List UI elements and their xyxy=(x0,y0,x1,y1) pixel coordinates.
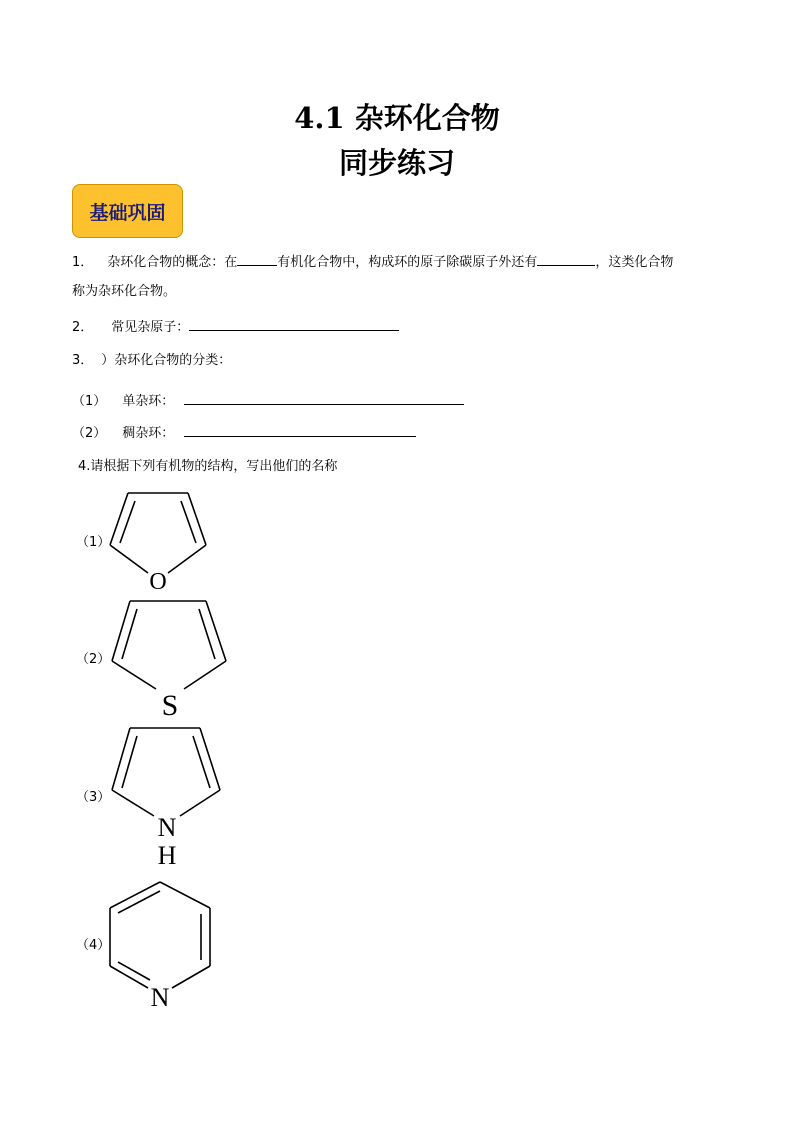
double-bond-inner xyxy=(118,891,160,913)
answer-blank-1a[interactable] xyxy=(237,251,277,266)
question-3-sub-2-number: （2） xyxy=(72,426,107,441)
structure-1-number: （1） xyxy=(76,535,111,550)
bond xyxy=(112,728,130,790)
page-subtitle: 同步练习 xyxy=(338,146,455,180)
section-badge-label: 基础巩固 xyxy=(89,201,166,224)
structure-2-number: （2） xyxy=(76,652,111,667)
pyrrole-structure xyxy=(100,722,230,872)
bond xyxy=(160,882,210,908)
page-title: 4.1 杂环化合物 xyxy=(294,101,500,135)
bond xyxy=(172,966,210,988)
answer-blank-3-1[interactable] xyxy=(184,390,464,405)
question-3-sub-1 xyxy=(72,390,464,411)
bond xyxy=(110,545,148,573)
section-badge xyxy=(72,184,183,238)
bond xyxy=(110,966,148,988)
question-1-continuation: 称为杂环化合物。 xyxy=(72,284,177,299)
question-2-number: 2． xyxy=(72,320,94,335)
question-3-number: 3． xyxy=(72,353,94,368)
question-3-text: ）杂环化合物的分类： xyxy=(101,353,232,368)
question-1-text-c: ，这类化合物 xyxy=(595,255,674,270)
question-1 xyxy=(72,251,673,272)
hydrogen-atom-label: H xyxy=(157,841,177,870)
thiophene-structure xyxy=(100,595,240,720)
double-bond-inner xyxy=(199,609,215,659)
question-3-sub-2-label: 稠杂环： xyxy=(122,426,175,441)
double-bond-inner xyxy=(193,736,210,788)
bond xyxy=(110,493,128,545)
bond xyxy=(112,661,156,689)
double-bond-inner xyxy=(122,609,137,659)
question-3 xyxy=(72,352,231,370)
answer-blank-3-2[interactable] xyxy=(184,422,416,437)
question-1-text-b: 有机化合物中，构成环的原子除碳原子外还有 xyxy=(277,255,538,270)
question-2 xyxy=(72,316,399,337)
question-3-sub-2 xyxy=(72,422,416,443)
question-3-sub-1-number: （1） xyxy=(72,394,107,409)
question-1-number: 1． xyxy=(72,255,94,270)
nitrogen-atom-label: N xyxy=(157,813,177,842)
bond xyxy=(206,601,226,661)
oxygen-atom-label: O xyxy=(149,569,167,595)
question-1-text-a: 杂环化合物的概念：在 xyxy=(107,255,238,270)
sulfur-atom-label: S xyxy=(161,689,179,722)
question-4: 4.请根据下列有机物的结构，写出他们的名称 xyxy=(78,459,338,474)
nitrogen-atom-label: N xyxy=(150,983,170,1012)
bond xyxy=(168,545,206,573)
bond xyxy=(200,728,220,790)
bond xyxy=(112,601,130,661)
question-3-sub-1-label: 单杂环： xyxy=(122,394,175,409)
bond xyxy=(184,661,226,689)
bond xyxy=(112,790,154,816)
answer-blank-1b[interactable] xyxy=(537,251,595,266)
pyridine-structure xyxy=(100,878,225,1013)
double-bond-inner xyxy=(118,962,150,980)
bond xyxy=(188,493,206,545)
double-bond-inner xyxy=(122,736,137,788)
answer-blank-2[interactable] xyxy=(189,316,399,331)
structure-3-number: （3） xyxy=(76,790,111,805)
structure-4-number: （4） xyxy=(76,938,111,953)
furan-structure xyxy=(100,485,220,597)
question-2-text: 常见杂原子： xyxy=(111,320,190,335)
bond xyxy=(180,790,220,816)
